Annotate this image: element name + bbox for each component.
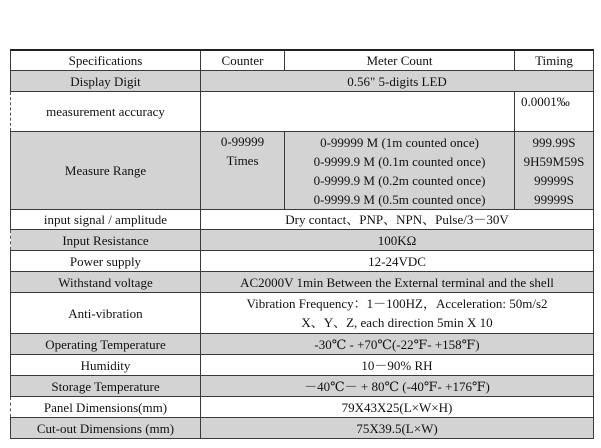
range-timing-line-2: 9H59M59S — [523, 153, 585, 169]
value-power-supply: 12-24VDC — [201, 251, 594, 272]
header-counter: Counter — [201, 50, 285, 71]
row-operating-temperature — [11, 334, 594, 355]
row-measure-range — [11, 132, 594, 210]
anti-vibration-line-2: X、Y、Z, each direction 5min X 10 — [301, 315, 493, 330]
row-cutout-dimensions — [11, 418, 594, 439]
value-operating-temperature: -30℃ - +70℃(-22℉- +158℉) — [201, 334, 594, 355]
label-humidity: Humidity — [11, 355, 201, 376]
range-meter-line-4: 0-9999.9 M (0.5m counted once) — [313, 191, 486, 207]
specifications-table — [10, 49, 594, 439]
value-accuracy-timing: 0.0001‰ — [515, 92, 594, 132]
row-humidity — [11, 355, 594, 376]
label-withstand-voltage: Withstand voltage — [11, 272, 201, 293]
header-timing: Timing — [515, 50, 594, 71]
row-storage-temperature — [11, 376, 594, 397]
header-row — [11, 50, 594, 71]
label-power-supply: Power supply — [11, 251, 201, 272]
range-timing-line-3: 99999S — [534, 172, 574, 188]
value-input-signal: Dry contact、PNP、NPN、Pulse/3－30V — [201, 210, 594, 230]
value-cutout-dimensions: 75X39.5(L×W) — [201, 418, 594, 439]
label-anti-vibration: Anti-vibration — [11, 293, 201, 334]
header-specifications: Specifications — [11, 50, 201, 71]
label-storage-temperature: Storage Temperature — [11, 376, 201, 397]
label-input-resistance: Input Resistance — [11, 230, 201, 251]
range-timing-line-1: 999.99S — [532, 134, 576, 150]
row-input-resistance — [11, 230, 594, 251]
row-panel-dimensions — [11, 397, 594, 418]
range-meter-line-1: 0-99999 M (1m counted once) — [320, 134, 479, 150]
value-range-timing — [515, 132, 594, 210]
value-storage-temperature: －40℃－ + 80℃ (-40℉- +176℉) — [201, 376, 594, 397]
row-input-signal — [11, 210, 594, 230]
range-counter-line-2: Times — [226, 153, 259, 168]
value-panel-dimensions: 79X43X25(L×W×H) — [201, 397, 594, 418]
value-range-meter — [285, 132, 515, 210]
value-input-resistance: 100KΩ — [201, 230, 594, 251]
label-measure-range: Measure Range — [11, 132, 201, 210]
label-operating-temperature: Operating Temperature — [11, 334, 201, 355]
range-counter-line-1: 0-99999 — [220, 134, 265, 149]
value-range-counter — [201, 132, 285, 210]
range-meter-line-3: 0-9999.9 M (0.2m counted once) — [313, 172, 486, 188]
row-power-supply — [11, 251, 594, 272]
row-measurement-accuracy — [11, 92, 594, 132]
range-timing-line-4: 99999S — [534, 191, 574, 207]
label-display-digit: Display Digit — [11, 71, 201, 92]
value-display-digit: 0.56" 5-digits LED — [201, 71, 594, 92]
row-display-digit — [11, 71, 594, 92]
value-measurement-accuracy-empty — [201, 92, 515, 132]
range-meter-line-2: 0-9999.9 M (0.1m counted once) — [313, 153, 486, 169]
row-anti-vibration — [11, 293, 594, 334]
row-withstand-voltage — [11, 272, 594, 293]
label-cutout-dimensions: Cut-out Dimensions (mm) — [11, 418, 201, 439]
label-panel-dimensions: Panel Dimensions(mm) — [11, 397, 201, 418]
header-meter-count: Meter Count — [285, 50, 515, 71]
label-input-signal: input signal / amplitude — [11, 210, 201, 230]
value-humidity: 10－90% RH — [201, 355, 594, 376]
label-measurement-accuracy: measurement accuracy — [11, 92, 201, 132]
value-anti-vibration — [201, 293, 594, 334]
anti-vibration-line-1: Vibration Frequency：1－100HZ，Acceleration: 50m/s2 — [246, 296, 548, 311]
value-withstand-voltage: AC2000V 1min Between the External terminal and the shell — [201, 272, 594, 293]
